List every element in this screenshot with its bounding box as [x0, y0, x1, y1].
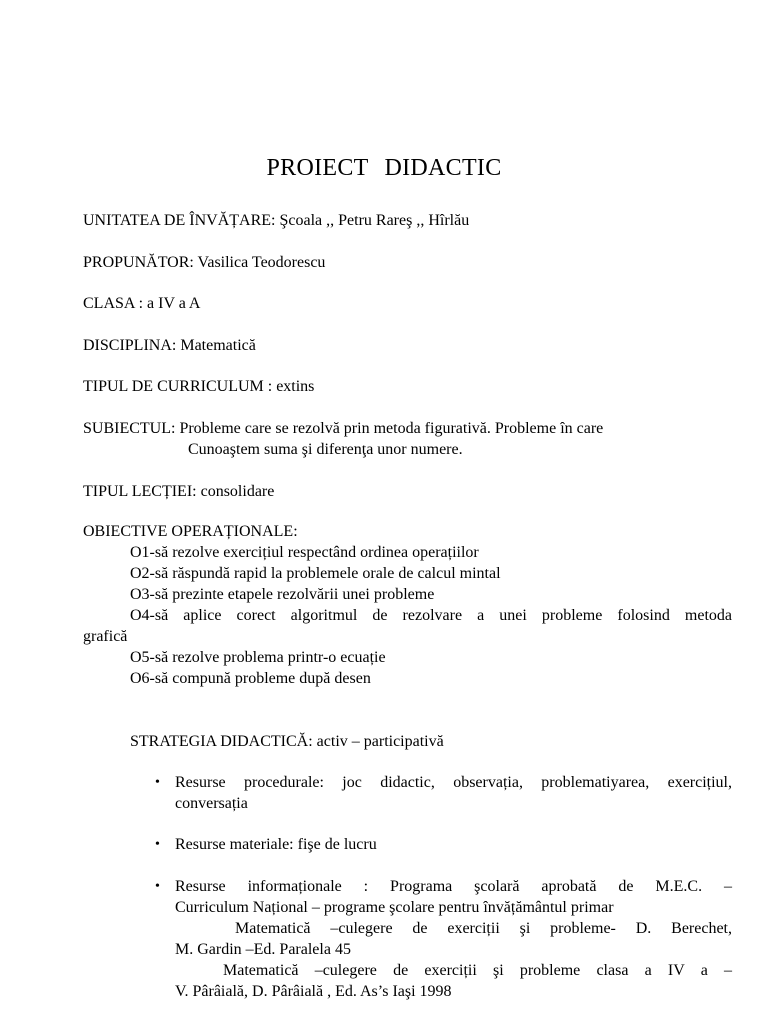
bullet-icon: • — [155, 837, 160, 852]
resurse-info-line-2: Curriculum Național – programe şcolare pentru învățământul primar — [175, 899, 614, 916]
resurse-info-line-4: M. Gardin –Ed. Paralela 45 — [175, 941, 351, 958]
obiectiv-o4-line-1: O4-să aplice corect algoritmul de rezolvare a unei probleme folosind metoda — [130, 607, 732, 624]
resurse-info-line-6: V. Pârâială, D. Pârâială , Ed. As’s Iaşi 1998 — [175, 983, 452, 1000]
clasa-line: CLASA : a IV a A — [83, 295, 201, 312]
resurse-materiale — [175, 834, 732, 855]
obiectiv-o1: O1-să rezolve exercițiul respectând ordinea operațiilor — [130, 544, 479, 561]
resurse-procedurale-line-2: conversația — [175, 795, 248, 812]
page-title: PROIECT DIDACTIC — [266, 155, 502, 181]
resurse-info-line-3: Matematică –culegere de exerciții şi probleme- D. Berechet, — [235, 920, 732, 937]
obiectiv-o6: O6-să compună probleme după desen — [130, 670, 371, 687]
tipul-lectiei-line: TIPUL LECȚIEI: consolidare — [83, 483, 275, 500]
obiectiv-o2: O2-să răspundă rapid la problemele orale de calcul mintal — [130, 565, 501, 582]
obiectiv-o4-line-2: grafică — [83, 628, 128, 645]
obiectiv-o3: O3-să prezinte etapele rezolvării unei probleme — [130, 586, 435, 603]
resurse-materiale-line: Resurse materiale: fişe de lucru — [175, 836, 377, 853]
resurse-info-line-1: Resurse informaționale : Programa şcolară aprobată de M.E.C. – — [175, 878, 732, 895]
unitatea-line: UNITATEA DE ÎNVĂȚARE: Şcoala ,, Petru Rareş ,, Hîrlău — [83, 212, 470, 229]
resurse-procedurale — [175, 772, 732, 814]
resurse-procedurale-line-1: Resurse procedurale: joc didactic, observația, problematiyarea, exercițiul, — [175, 774, 732, 791]
bullet-icon: • — [155, 879, 160, 894]
obiective-heading: OBIECTIVE OPERAȚIONALE: — [83, 523, 298, 540]
obiectiv-o5: O5-să rezolve problema printr-o ecuație — [130, 649, 386, 666]
resurse-informationale — [175, 876, 732, 1002]
bullet-icon: • — [155, 775, 160, 790]
disciplina-line: DISCIPLINA: Matematică — [83, 337, 256, 354]
subiectul-line-2: Cunoaştem suma şi diferenţa unor numere. — [188, 441, 463, 458]
resurse-info-line-5: Matematică –culegere de exerciții şi probleme clasa a IV a – — [223, 962, 732, 979]
propunator-line: PROPUNĂTOR: Vasilica Teodorescu — [83, 254, 326, 271]
subiectul-line-1: SUBIECTUL: Probleme care se rezolvă prin metoda figurativă. Probleme în care — [83, 420, 604, 437]
curriculum-line: TIPUL DE CURRICULUM : extins — [83, 378, 315, 395]
strategia-line: STRATEGIA DIDACTICĂ: activ – participativă — [130, 733, 444, 750]
